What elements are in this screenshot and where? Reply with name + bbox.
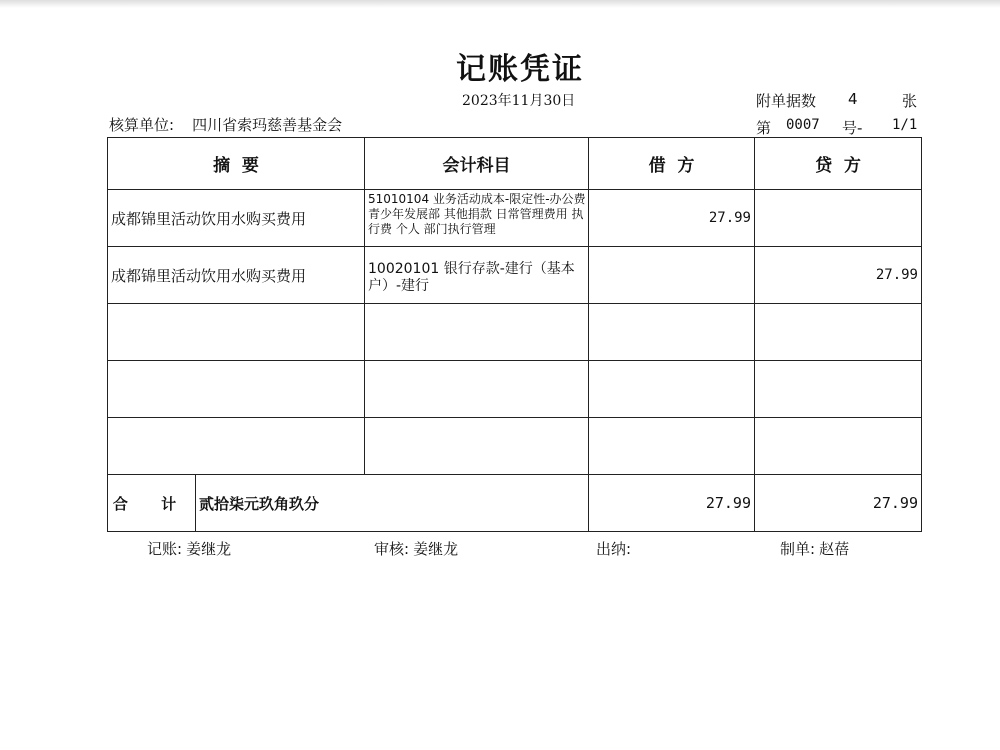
reviewer-name: 姜继龙 bbox=[413, 540, 459, 558]
preparer-label: 制单: bbox=[780, 540, 816, 558]
table-row bbox=[108, 418, 922, 475]
scan-edge-shadow bbox=[0, 0, 1000, 8]
cashier-signature bbox=[596, 538, 635, 559]
attachment-label: 附单据数 bbox=[756, 92, 817, 110]
account-cell: 51010104 业务活动成本-限定性-办公费 青少年发展部 其他捐款 日常管理费用 执行费 个人 部门执行管理 bbox=[365, 190, 589, 247]
credit-cell bbox=[755, 361, 922, 418]
total-label: 合 计 bbox=[108, 475, 196, 532]
column-header-summary: 摘 要 bbox=[108, 138, 365, 190]
preparer-name: 赵蓓 bbox=[819, 540, 850, 558]
voucher-title: 记账凭证 bbox=[456, 52, 584, 87]
bookkeeper-label: 记账: bbox=[147, 540, 183, 558]
column-header-account: 会计科目 bbox=[365, 138, 589, 190]
account-cell bbox=[365, 361, 589, 418]
summary-cell: 成都锦里活动饮用水购买费用 bbox=[108, 190, 365, 247]
cashier-label: 出纳: bbox=[596, 540, 632, 558]
accounting-unit-name: 四川省索玛慈善基金会 bbox=[192, 116, 343, 134]
debit-cell: 27.99 bbox=[589, 190, 755, 247]
summary-cell bbox=[108, 304, 365, 361]
table-header-row bbox=[108, 138, 922, 190]
total-row bbox=[108, 475, 922, 532]
preparer-signature bbox=[780, 538, 849, 559]
credit-cell bbox=[755, 418, 922, 475]
accounting-unit bbox=[109, 114, 342, 135]
voucher-prefix: 第 bbox=[756, 119, 772, 137]
debit-cell bbox=[589, 361, 755, 418]
credit-cell bbox=[755, 304, 922, 361]
total-debit: 27.99 bbox=[589, 475, 755, 532]
total-credit: 27.99 bbox=[755, 475, 922, 532]
debit-cell bbox=[589, 247, 755, 304]
debit-cell bbox=[589, 304, 755, 361]
reviewer-signature bbox=[374, 538, 458, 559]
summary-cell bbox=[108, 418, 365, 475]
voucher-number: 0007 bbox=[786, 117, 820, 133]
table-row bbox=[108, 190, 922, 247]
column-header-debit: 借 方 bbox=[589, 138, 755, 190]
bookkeeper-signature bbox=[147, 538, 231, 559]
summary-cell: 成都锦里活动饮用水购买费用 bbox=[108, 247, 365, 304]
account-cell bbox=[365, 304, 589, 361]
table-row bbox=[108, 304, 922, 361]
summary-cell bbox=[108, 361, 365, 418]
debit-cell bbox=[589, 418, 755, 475]
voucher-date: 2023年11月30日 bbox=[462, 93, 576, 109]
voucher-page: 1/1 bbox=[892, 117, 918, 133]
bookkeeper-name: 姜继龙 bbox=[186, 540, 232, 558]
credit-cell bbox=[755, 190, 922, 247]
attachment-unit: 张 bbox=[902, 92, 918, 110]
voucher-table bbox=[107, 137, 922, 532]
account-cell bbox=[365, 418, 589, 475]
credit-cell: 27.99 bbox=[755, 247, 922, 304]
voucher-suffix: 号- bbox=[842, 119, 863, 137]
account-cell: 10020101 银行存款-建行（基本户）-建行 bbox=[365, 247, 589, 304]
attachment-count: 4 bbox=[848, 90, 858, 108]
column-header-credit: 贷 方 bbox=[755, 138, 922, 190]
table-row bbox=[108, 247, 922, 304]
table-row bbox=[108, 361, 922, 418]
reviewer-label: 审核: bbox=[374, 540, 410, 558]
accounting-unit-label: 核算单位: bbox=[109, 116, 175, 134]
total-amount-in-words: 贰拾柒元玖角玖分 bbox=[196, 475, 589, 532]
